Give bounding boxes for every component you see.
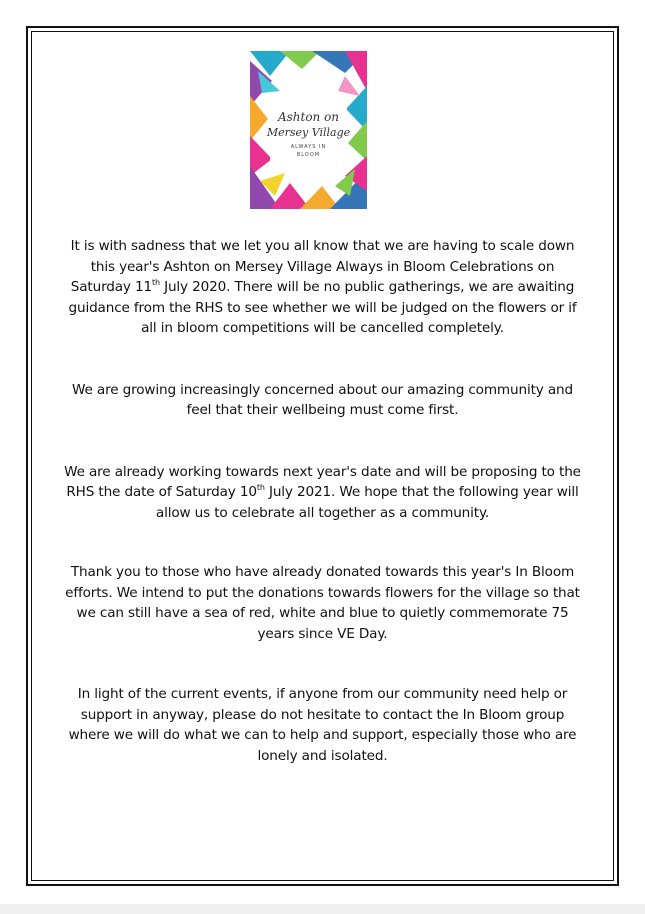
village-logo [250, 51, 367, 209]
paragraph-celebrations [60, 236, 585, 339]
paragraph-celebrations-part1: It is with sadness that we let you all know that we are having to scale down this year's Ashton on Mersey Village Always in Bloom Celebrations on Saturday 11 [70, 238, 575, 295]
logo-line1: Ashton on [277, 110, 340, 124]
paragraph-support: In light of the current events, if anyone from our community need help or support in anyway, please do not hesitate to contact the In Bloom group where we will do what we can to help and support, especially those who are lonely and isolated. [68, 686, 577, 764]
ordinal-suffix: th [152, 278, 160, 287]
bottom-strip [0, 904, 645, 914]
logo-line2: Mersey Village [266, 126, 351, 139]
paragraph-celebrations-part2: July 2020. There will be no public gatherings, we are awaiting guidance from the RHS to see whether we will be judged on the flowers or if all in bloom competitions will be cancelled completely. [68, 279, 577, 336]
paragraph-next-year-part2: July 2021. We hope that the following year will allow us to celebrate all together as a community. [155, 484, 579, 521]
paragraph-community-concern: We are growing increasingly concerned about our amazing community and feel that their wellbeing must come first. [72, 381, 573, 418]
paragraph-donations: Thank you to those who have already donated towards this year's In Bloom efforts. We intend to put the donations towards flowers for the village so that we can still have a sea of red, white and blue to quietly commemorate 75 years since VE Day. [65, 564, 580, 642]
ordinal-suffix: th [256, 483, 265, 492]
floral-logo-icon [250, 51, 367, 209]
paragraph-next-year-part1: We are already working towards next year's date and will be proposing to the RHS the date of Saturday 10 [64, 463, 581, 500]
notice-body [60, 236, 585, 766]
logo-tag2: BLOOM [296, 152, 321, 158]
logo-tag1: ALWAYS IN [290, 144, 327, 150]
paragraph-next-year [60, 462, 585, 524]
